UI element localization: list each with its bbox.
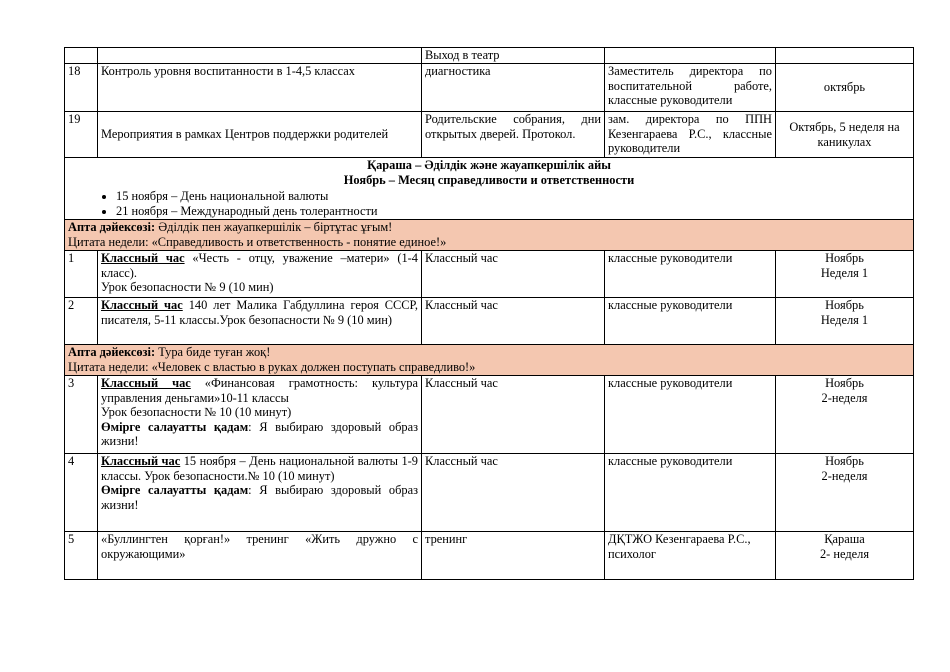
health-label: Өмірге салауатты қадам — [101, 483, 249, 497]
plan-table — [64, 47, 914, 580]
health-text: : Я выбираю здоровый образ жизни! — [101, 483, 418, 512]
num-cell — [65, 48, 98, 64]
event-text: «Финансовая грамотность: культура управления деньгами»10-11 классы — [101, 376, 418, 405]
dates-list — [68, 189, 910, 219]
event-text-extra: Урок безопасности № 10 (10 минут) — [101, 405, 292, 419]
event-type: Классный час — [101, 376, 191, 390]
form-cell: Выход в театр — [422, 48, 605, 64]
quote-text: Тура биде туған жоқ! — [155, 345, 271, 359]
date-week: Неделя 1 — [820, 312, 869, 327]
responsible-cell: классные руководители — [605, 251, 776, 298]
quote-text: Әділдік пен жауапкершілік – біртұтас ұғым! — [155, 220, 393, 234]
date-week: 2- неделя — [819, 546, 870, 561]
table-row — [65, 298, 914, 345]
quote-of-week: Цитата недели: «Справедливость и ответственность - понятие единое!» — [68, 234, 447, 249]
event-text-extra: Урок безопасности № 9 (10 мин) — [101, 280, 274, 294]
event-text: 140 лет Малика Габдуллина героя СССР, писателя, 5-11 классы.Урок безопасности № 9 (10 мин) — [101, 298, 418, 327]
event-cell — [98, 454, 422, 532]
event-text: «Честь - отцу, уважение –матери» (1-4 класс). — [101, 251, 418, 280]
event-cell — [98, 251, 422, 298]
row-number: 19 — [65, 112, 98, 158]
table-row — [65, 48, 914, 64]
quote-band — [65, 345, 914, 376]
responsible-cell: зам. директора по ППН Кезенгараева Р.С., классные руководители — [605, 112, 776, 158]
quote-label: Апта дәйексөзі: — [68, 220, 156, 234]
row-number: 4 — [65, 454, 98, 532]
quote-label: Апта дәйексөзі: — [68, 345, 156, 359]
form-cell: диагностика — [422, 64, 605, 112]
responsible-cell: ДҚТЖО Кезенгараева Р.С., психолог — [605, 532, 776, 580]
table-row — [65, 532, 914, 580]
event-cell — [98, 48, 422, 64]
date-month: Ноябрь — [825, 376, 864, 390]
table-row — [65, 454, 914, 532]
row-number: 1 — [65, 251, 98, 298]
date-month: Ноябрь — [825, 251, 864, 265]
section-title-ru: Ноябрь – Месяц справедливости и ответственности — [343, 172, 635, 187]
event-type: Классный час — [101, 298, 183, 312]
date-cell — [776, 298, 914, 345]
form-cell: Классный час — [422, 251, 605, 298]
form-cell: Классный час — [422, 376, 605, 454]
table-row — [65, 112, 914, 158]
responsible-cell: Заместитель директора по воспитательной работе, классные руководители — [605, 64, 776, 112]
section-title-kz: Қараша – Әділдік және жауапкершілік айы — [367, 158, 611, 172]
list-item: • 21 ноября – Международный день толерантности — [116, 204, 910, 219]
date-month: Қараша — [824, 532, 865, 546]
date-cell — [776, 376, 914, 454]
quote-band — [65, 220, 914, 251]
table-row — [65, 64, 914, 112]
date-cell: октябрь — [776, 64, 914, 112]
row-number: 18 — [65, 64, 98, 112]
date-cell — [776, 48, 914, 64]
section-row — [65, 158, 914, 220]
date-cell: Октябрь, 5 неделя на каникулах — [776, 112, 914, 158]
date-cell — [776, 251, 914, 298]
event-cell: Контроль уровня воспитанности в 1-4,5 классах — [98, 64, 422, 112]
row-number: 5 — [65, 532, 98, 580]
responsible-cell: классные руководители — [605, 298, 776, 345]
quote-cell — [65, 345, 914, 376]
section-cell — [65, 158, 914, 220]
form-cell: Классный час — [422, 454, 605, 532]
date-month: Ноябрь — [825, 454, 864, 468]
responsible-cell: классные руководители — [605, 376, 776, 454]
event-cell — [98, 298, 422, 345]
responsible-cell — [605, 48, 776, 64]
event-text: 15 ноября – День национальной валюты 1-9 классы. Урок безопасности.№ 10 (10 минут) — [101, 454, 418, 483]
row-number: 2 — [65, 298, 98, 345]
date-week: Неделя 1 — [820, 265, 869, 280]
table-row — [65, 251, 914, 298]
form-cell: Классный час — [422, 298, 605, 345]
quote-of-week: Цитата недели: «Человек с властью в руках должен поступать справедливо!» — [68, 359, 476, 374]
health-label: Өмірге салауатты қадам — [101, 419, 249, 434]
form-cell: Родительские собрания, дни открытых дверей. Протокол. — [422, 112, 605, 158]
list-item: • 15 ноября – День национальной валюты — [116, 189, 910, 204]
form-cell: тренинг — [422, 532, 605, 580]
row-number: 3 — [65, 376, 98, 454]
event-type: Классный час — [101, 251, 185, 265]
health-text: : Я выбираю здоровый образ жизни! — [101, 419, 418, 448]
date-month: Ноябрь — [825, 298, 864, 312]
date-cell — [776, 532, 914, 580]
date-week: 2-неделя — [821, 390, 868, 405]
event-cell — [98, 376, 422, 454]
date-week: 2-неделя — [821, 468, 868, 483]
quote-cell — [65, 220, 914, 251]
event-type: Классный час — [101, 454, 181, 468]
event-cell: «Буллингтен қорған!» тренинг «Жить дружно с окружающими» — [98, 532, 422, 580]
event-cell: Мероприятия в рамках Центров поддержки родителей — [98, 112, 422, 158]
table-row — [65, 376, 914, 454]
date-cell — [776, 454, 914, 532]
responsible-cell: классные руководители — [605, 454, 776, 532]
